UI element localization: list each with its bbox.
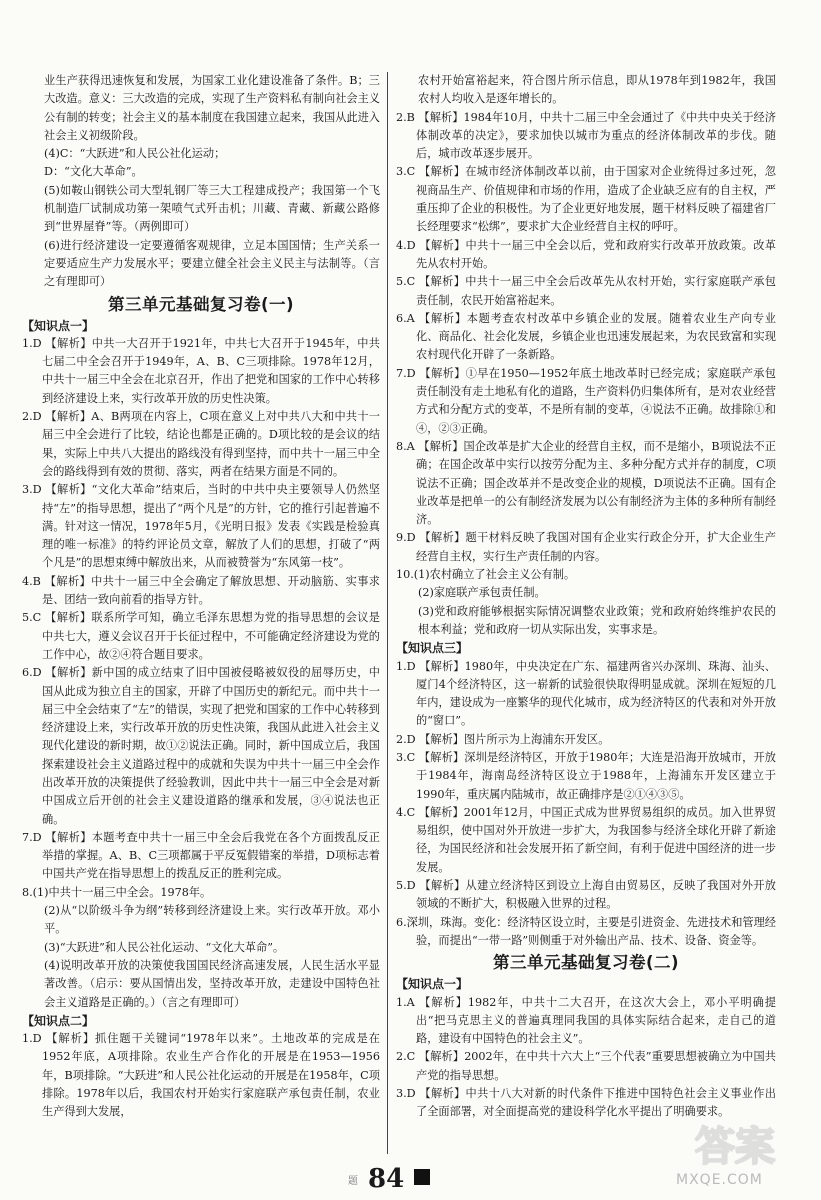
left-paragraph: 1.D 【解析】抓住题干关键词“1978年以来”。土地改革的完成是在1952年底，A项排除。农业生产合作化的开展是在1953—1956年，B项排除。“大跃进”和人民公社化运动的开展是在1958年，C项排除。1978年以后，我国农村开始实行家庭联产承包责任制，农业生产得到大发展， — [22, 1032, 380, 1119]
section-title: 第三单元基础复习卷(二) — [492, 953, 680, 973]
left-paragraph: (4)说明改革开放的决策使我国国民经济高速发展，人民生活水平显著改善。（启示：要从国情出发，坚持改革开放，走建设中国特色社会主义道路是正确的。）（言之有理即可） — [44, 958, 380, 1009]
right-paragraph: 1.A 【解析】1982年，中共十二大召开，在这次大会上，邓小平明确提出“把马克思主义的普遍真理同我国的具体实际结合起来，走自己的道路，建设有中国特色的社会主义”。 — [396, 995, 776, 1046]
right-paragraph: 3.C 【解析】深圳是经济特区，开放于1980年；大连是沿海开放城市，开放于1984年，海南岛经济特区设立于1988年，上海浦东开发区建立于1990年，重庆属内陆城市，故正确排序是②①④③⑤。 — [396, 750, 776, 801]
right-paragraph: 3.D 【解析】中共十八大对新的时代条件下推进中国特色社会主义事业作出了全面部署，对全面提高党的建设科学化水平提出了明确要求。 — [396, 1087, 776, 1119]
right-paragraph: 3.C 【解析】在城市经济体制改革以前，由于国家对企业统得过多过死，忽视商品生产、价值规律和市场的作用，造成了企业缺乏应有的自主权，严重压抑了企业的积极性。为了企业更好地发展，题干材料反映了福建省厂长经理要求“松绑”，要求扩大企业经营自主权的呼吁。 — [396, 165, 776, 234]
left-paragraph: (5)如鞍山钢铁公司大型轧钢厂等三大工程建成投产；我国第一个飞机制造厂试制成功第一架喷气式歼击机；川藏、青藏、新藏公路修到“世界屋脊”等。（两例即可） — [44, 183, 380, 234]
column-divider — [387, 72, 388, 1154]
left-paragraph: 业生产获得迅速恢复和发展，为国家工业化建设准备了条件。B；三大改造。意义：三大改造的完成，实现了生产资料私有制向社会主义公有制的转变；社会主义的基本制度在我国建立起来，我国从此进入社会主义初级阶段。 — [44, 74, 380, 142]
left-paragraph: 2.D 【解析】A、B两项在内容上，C项在意义上对中共八大和中共十一届三中全会进行了比较，结论也都是正确的。D项比较的是会议的结果，实际上中共八大提出的路线没有得到坚持，而中共十一届三中全会的路线得到有效的贯彻、落实，两者在结果方面是不同的。 — [22, 410, 380, 478]
right-paragraph: 4.C 【解析】2001年12月，中国正式成为世界贸易组织的成员。加入世界贸易组织，使中国对外开放进一步扩大，为我国参与经济全球化开辟了新途径，为国民经济和社会发展开拓了新空间，有利于促进中国经济的进一步发展。 — [396, 805, 776, 874]
left-paragraph: (6)进行经济建设一定要遵循客观规律，立足本国国情；生产关系一定要适应生产力发展水平；要建立健全社会主义民主与法制等。（言之有理即可） — [44, 238, 380, 289]
left-paragraph: (3)“大跃进”和人民公社化运动、“文化大革命”。 — [44, 940, 285, 954]
left-paragraph: D：“文化大革命”。 — [44, 165, 143, 179]
right-column — [396, 72, 776, 1122]
right-paragraph: 1.D 【解析】1980年，中央决定在广东、福建两省兴办深圳、珠海、汕头、厦门4个经济特区，这一崭新的试验很快取得明显成就。深圳在短短的几年内，建设成为一座繁华的现代化城市，成为经济特区的代表和对外开放的“窗口”。 — [396, 659, 776, 728]
page-number: 84 — [368, 1164, 405, 1194]
right-paragraph: 8.A 【解析】国企改革是扩大企业的经营自主权，而不是缩小，B项说法不正确；在国企改革中实行以按劳分配为主、多种分配方式并存的制度，C项说法不正确；国企改革并不是改变企业的规模，D项说法不正确。国有企业改革是把单一的公有制经济发展为以公有制经济为主体的多种所有制经济。 — [396, 439, 776, 527]
right-paragraph: 5.C 【解析】中共十一届三中全会后改革先从农村开始，实行家庭联产承包责任制，农民开始富裕起来。 — [396, 275, 776, 307]
left-paragraph: (4)C：“大跃进”和人民公社化运动； — [44, 147, 226, 161]
right-paragraph: 5.D 【解析】从建立经济特区到设立上海自由贸易区，反映了我国对外开放领域的不断扩大，积极融入世界的过程。 — [396, 879, 776, 911]
right-paragraph: 10.(1)农村确立了社会主义公有制。 — [396, 568, 576, 582]
right-paragraph: 6.深圳，珠海。变化：经济特区设立时，主要是引进资金、先进技术和管理经验，而提出“一带一路”则侧重于对外输出产品、技术、设备、资金等。 — [396, 915, 776, 947]
right-paragraph: 9.D 【解析】题干材料反映了我国对国有企业实行政企分开，扩大企业生产经营自主权，实行生产责任制的内容。 — [396, 531, 776, 563]
page-marker-square — [414, 1169, 430, 1185]
right-paragraph: 2.D 【解析】图片所示为上海浦东开发区。 — [396, 732, 610, 746]
left-paragraph: (2)从“以阶级斗争为纲”转移到经济建设上来。实行改革开放。邓小平。 — [44, 904, 380, 936]
left-paragraph: 6.D 【解析】新中国的成立结束了旧中国被侵略被奴役的屈辱历史，中国从此成为独立自主的国家，开辟了中国历史的新纪元。而中共十一届三中全会结束了“左”的错误，实现了把党和国家的工作中心转移到经济建设上来，实行改革开放的历史性决策，我国从此进入社会主义现代化建设的新时期，故①②说法正确。同时，新中国成立后，我国探索建设社会主义道路过程中的成就和失误为中共十一届三中全会作出改革开放的决策提供了经验教训，因此中共十一届三中全会是对新中国成立后开创的社会主义建设道路的继承和发展，③④说法也正确。 — [22, 666, 380, 826]
left-paragraph: 8.(1)中共十一届三中全会。1978年。 — [22, 885, 212, 899]
knowledge-point-heading: 【知识点三】 — [396, 641, 469, 656]
section-title: 第三单元基础复习卷(一) — [107, 294, 295, 314]
right-paragraph: 农村开始富裕起来，符合图片所示信息，即从1978年到1982年，我国农村人均收入是逐年增长的。 — [418, 74, 776, 106]
right-paragraph: 2.C 【解析】2002年，在中共十六大上“三个代表”重要思想被确立为中国共产党的指导思想。 — [396, 1050, 776, 1082]
left-paragraph: 3.D 【解析】“文化大革命”结束后，当时的中共中央主要领导人仍然坚持“左”的指导思想，提出了“两个凡是”的方针，它的推行引起普遍不满。针对这一情况，1978年5月，《光明日报》发表《实践是检验真理的唯一标准》的特约评论员文章，解放了人们的思想，打破了“两个凡是”的思想束缚中解放出来，从而被赞誉为“东风第一枝”。 — [22, 483, 380, 570]
left-paragraph: 1.D 【解析】中共一大召开于1921年，中共七大召开于1945年，中共七届二中全会召开于1949年，A、B、C三项排除。1978年12月，中共十一届三中全会在北京召开，作出了把党和国家的工作中心转移到经济建设上来，实行改革开放的历史性决策。 — [22, 336, 380, 405]
right-paragraph: 7.D 【解析】①早在1950—1952年底土地改革时已经完成；家庭联产承包责任制没有走土地私有化的道路，生产资料仍归集体所有，是对农业经营方式和分配方式的变革，不是所有制的变革，④说法不正确。故排除①和④，②③正确。 — [396, 366, 776, 435]
left-paragraph: 4.B 【解析】中共十一届三中全会确定了解放思想、开动脑筋、实事求是、团结一致向前看的指导方针。 — [22, 574, 380, 607]
publisher-mark: 题 — [348, 1176, 358, 1187]
left-paragraph: 5.C 【解析】联系所学可知，确立毛泽东思想为党的指导思想的会议是中共七大，遵义会议召开于长征过程中，不可能确定经济建设为党的工作中心，故②④符合题目要求。 — [22, 611, 380, 661]
left-paragraph: 7.D 【解析】本题考查中共十一届三中全会后我党在各个方面拨乱反正举措的掌握。A、B、C三项都属于平反冤假错案的举措，D项标志着中国共产党在指导思想上的拨乱反正的胜利完成。 — [22, 830, 380, 881]
right-paragraph: 6.A 【解析】本题考查农村改革中乡镇企业的发展。随着农业生产向专业化、商品化、社会化发展，乡镇企业也迅速发展起来，为农民致富和实现农村现代化开辟了一条新路。 — [396, 311, 776, 362]
right-paragraph: 2.B 【解析】1984年10月，中共十二届三中全会通过了《中共中央关于经济体制改革的决定》，要求加快以城市为重点的经济体制改革的步伐。随后，城市改革逐步展开。 — [396, 110, 776, 161]
right-paragraph: (2)家庭联产承包责任制。 — [418, 586, 546, 600]
right-paragraph: (3)党和政府能够根据实际情况调整农业政策；党和政府始终维护农民的根本利益；党和政府一切从实际出发，实事求是。 — [418, 604, 776, 636]
knowledge-point-heading: 【知识点一】 — [22, 318, 95, 333]
left-column — [22, 72, 380, 1122]
watermark-glyph: 答案 — [695, 1124, 775, 1170]
right-paragraph: 4.D 【解析】中共十一届三中全会以后，党和政府实行改革开放政策。改革先从农村开始。 — [396, 238, 776, 270]
watermark-text: MXQE.COM — [676, 1172, 763, 1188]
knowledge-point-heading: 【知识点一】 — [396, 977, 469, 992]
knowledge-point-heading: 【知识点二】 — [22, 1013, 95, 1028]
